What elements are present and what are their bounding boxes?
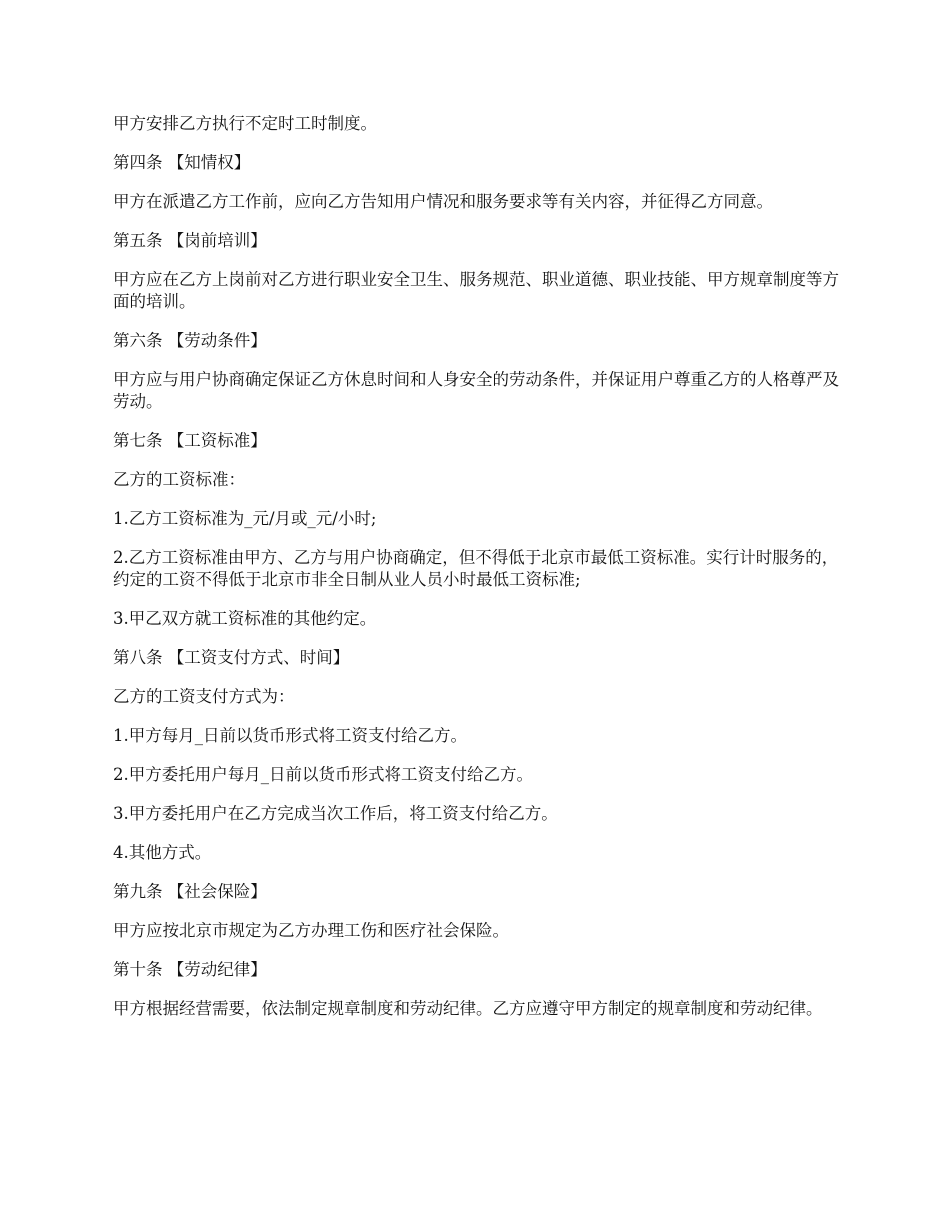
- article-7-intro: 乙方的工资标准：: [113, 470, 245, 489]
- article-4-body: 甲方在派遣乙方工作前，应向乙方告知用户情况和服务要求等有关内容，并征得乙方同意。: [113, 192, 773, 211]
- article-8-heading: 第八条 【工资支付方式、时间】: [113, 648, 350, 667]
- article-9-body: 甲方应按北京市规定为乙方办理工伤和医疗社会保险。: [113, 921, 509, 940]
- article-9-heading: 第九条 【社会保险】: [113, 882, 267, 901]
- article-8-item-3: 3.甲方委托用户在乙方完成当次工作后，将工资支付给乙方。: [113, 804, 558, 823]
- document-page: [113, 113, 841, 1037]
- paragraph-working-hours: 甲方安排乙方执行不定时工时制度。: [113, 114, 377, 133]
- article-5-body: 甲方应在乙方上岗前对乙方进行职业安全卫生、服务规范、职业道德、职业技能、甲方规章制度等方面的培训。: [113, 270, 839, 311]
- article-8-item-4: 4.其他方式。: [113, 843, 212, 862]
- article-8-intro: 乙方的工资支付方式为：: [113, 687, 295, 706]
- article-8-item-1: 1.甲方每月_日前以货币形式将工资支付给乙方。: [113, 726, 467, 745]
- article-7-heading: 第七条 【工资标准】: [113, 431, 267, 450]
- article-6-heading: 第六条 【劳动条件】: [113, 331, 267, 350]
- article-7-item-1: 1.乙方工资标准为_元/月或_元/小时;: [113, 509, 377, 528]
- article-4-heading: 第四条 【知情权】: [113, 153, 251, 172]
- article-5-heading: 第五条 【岗前培训】: [113, 231, 267, 250]
- article-8-item-2: 2.甲方委托用户每月_日前以货币形式将工资支付给乙方。: [113, 765, 533, 784]
- article-7-item-2: 2.乙方工资标准由甲方、乙方与用户协商确定，但不得低于北京市最低工资标准。实行计时服务的，约定的工资不得低于北京市非全日制从业人员小时最低工资标准;: [113, 548, 839, 589]
- article-6-body: 甲方应与用户协商确定保证乙方休息时间和人身安全的劳动条件，并保证用户尊重乙方的人格尊严及劳动。: [113, 370, 839, 411]
- article-10-heading: 第十条 【劳动纪律】: [113, 960, 267, 979]
- article-7-item-3: 3.甲乙双方就工资标准的其他约定。: [113, 609, 377, 628]
- article-10-body: 甲方根据经营需要，依法制定规章制度和劳动纪律。乙方应遵守甲方制定的规章制度和劳动纪律。: [113, 999, 823, 1018]
